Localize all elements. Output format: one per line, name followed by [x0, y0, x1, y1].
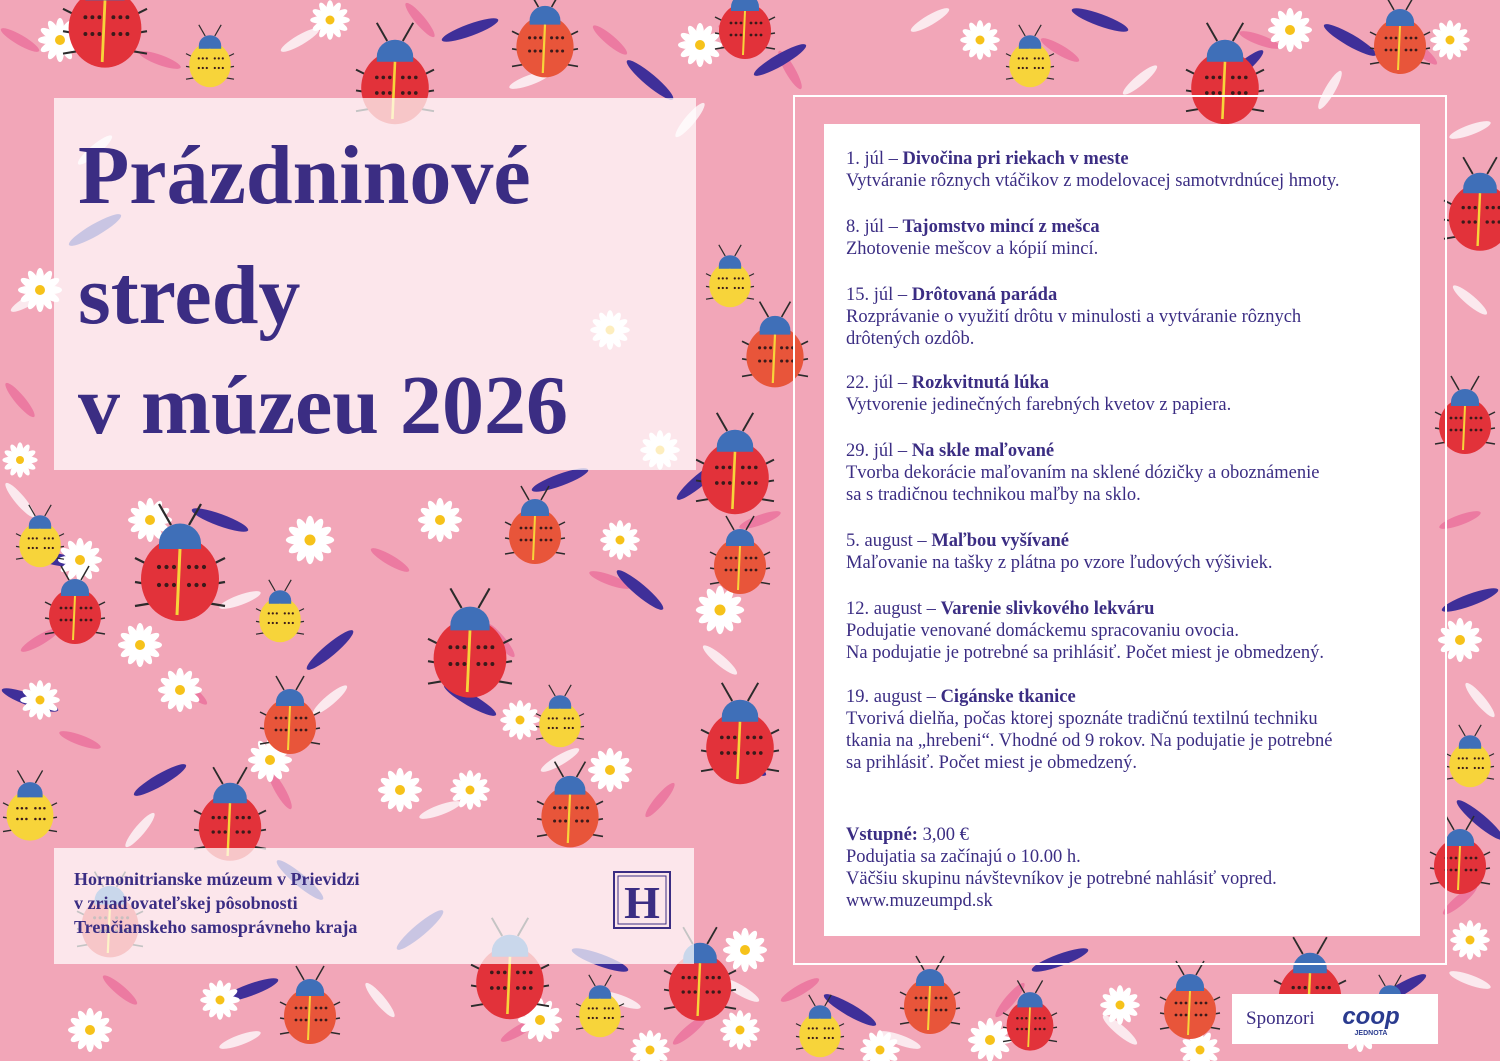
daisy-flower: [600, 520, 640, 560]
ladybug-beetle: [537, 762, 603, 848]
event-title: Divočina pri riekach v meste: [902, 149, 1129, 169]
purple-leaf-shape: [1440, 584, 1500, 616]
event-item: [846, 686, 1333, 774]
daisy-flower: [720, 1010, 760, 1050]
event-date: 22. júl –: [846, 373, 908, 393]
leaf-shape: [218, 588, 263, 612]
leaf-shape: [778, 975, 821, 1006]
purple-leaf-shape: [623, 56, 677, 104]
leaf-shape: [908, 5, 951, 36]
organization-line-3: Trenčianskeho samosprávneho kraja: [74, 917, 358, 937]
ladybug-beetle: [280, 966, 340, 1044]
leaf-shape: [100, 972, 140, 1008]
leaf-shape: [642, 780, 678, 820]
ladybug-beetle: [428, 588, 512, 697]
ladybug-beetle: [512, 0, 578, 77]
daisy-flower: [1430, 20, 1470, 60]
event-heading: [846, 598, 1324, 620]
daisy-flower: [2, 442, 37, 477]
svg-text:coop: coop: [1342, 1003, 1400, 1030]
event-title: Rozkvitnutá lúka: [911, 373, 1050, 393]
ladybug-beetle: [1160, 961, 1220, 1039]
event-description: sa prihlásiť. Počet miest je obmedzený.: [846, 753, 1137, 773]
organization-line-2: v zriaďovateľskej pôsobnosti: [74, 893, 298, 913]
purple-leaf-shape: [440, 14, 500, 46]
event-item: [846, 216, 1100, 260]
daisy-flower: [118, 623, 162, 667]
event-date: 12. august –: [846, 599, 936, 619]
daisy-flower: [68, 1008, 112, 1052]
event-title: Na skle maľované: [911, 441, 1055, 461]
leaf-shape: [2, 380, 38, 420]
daisy-flower: [58, 538, 102, 582]
event-title: Tajomstvo mincí z mešca: [902, 217, 1100, 237]
daisy-flower: [500, 700, 540, 740]
daisy-flower: [630, 1030, 670, 1061]
daisy-flower: [678, 23, 722, 67]
website-link[interactable]: www.muzeumpd.sk: [846, 891, 993, 911]
event-title: Varenie slivkového lekváru: [940, 599, 1155, 619]
event-heading: [846, 372, 1231, 394]
ladybug-beetle: [45, 566, 105, 644]
ladybug-beetle: [16, 505, 64, 567]
event-item: [846, 530, 1273, 574]
ladybug-beetle: [536, 685, 584, 747]
leaf-shape: [1448, 118, 1493, 142]
organization-name: Hornonitrianske múzeum v Prievidzi: [74, 869, 360, 889]
event-heading: [846, 148, 1340, 170]
ladybug-beetle: [63, 0, 147, 68]
leaf-shape: [1450, 282, 1490, 318]
event-heading: [846, 530, 1273, 552]
leaf-shape: [1448, 968, 1493, 992]
purple-leaf-shape: [303, 626, 357, 674]
event-date: 15. júl –: [846, 285, 908, 305]
event-date: 5. august –: [846, 531, 927, 551]
ladybug-beetle: [576, 975, 624, 1037]
page-title-line-1: Prázdninové: [78, 129, 531, 222]
ladybug-beetle: [186, 25, 234, 87]
ladybug-beetle: [505, 486, 565, 564]
leaf-shape: [1120, 62, 1160, 98]
museum-logo-icon: [612, 870, 672, 930]
event-item: [846, 598, 1324, 664]
admission-value: 3,00 €: [922, 825, 969, 845]
event-heading: [846, 686, 1333, 708]
daisy-flower: [378, 768, 422, 812]
purple-leaf-shape: [1070, 4, 1130, 36]
event-date: 19. august –: [846, 687, 936, 707]
event-item: [846, 284, 1301, 350]
event-description: Podujatie venované domáckemu spracovaniu ovocia.: [846, 621, 1239, 641]
purple-leaf-shape: [1321, 20, 1379, 60]
event-description: Tvorba dekorácie maľovaním na sklené dózičky a oboznámenie: [846, 463, 1320, 483]
event-title: Cigánske tkanice: [940, 687, 1076, 707]
daisy-flower: [20, 680, 60, 720]
svg-text:H: H: [624, 877, 660, 928]
page-title-line-3: v múzeu 2026: [78, 359, 568, 452]
daisy-flower: [968, 1018, 1012, 1061]
leaf-shape: [58, 728, 103, 752]
ladybug-beetle: [194, 767, 266, 861]
event-title: Maľbou vyšívané: [931, 531, 1069, 551]
event-item: [846, 148, 1340, 192]
event-date: 29. júl –: [846, 441, 908, 461]
ladybug-beetle: [706, 245, 754, 307]
leaf-shape: [138, 48, 183, 72]
daisy-flower: [200, 980, 240, 1020]
ladybug-beetle: [715, 0, 775, 59]
ladybug-beetle: [260, 676, 320, 754]
ladybug-beetle: [1003, 980, 1057, 1050]
ladybug-beetle: [701, 683, 779, 784]
title-panel: [54, 98, 696, 470]
event-description: Na podujatie je potrebné sa prihlásiť. Počet miest je obmedzený.: [846, 643, 1324, 663]
page-title-line-2: stredy: [78, 249, 301, 342]
purple-leaf-shape: [131, 760, 189, 800]
event-description: Maľovanie na tašky z plátna po vzore ľudových výšiviek.: [846, 553, 1273, 573]
start-time: Podujatia sa začínajú o 10.00 h.: [846, 847, 1081, 867]
sponsor-label: Sponzori: [1246, 1008, 1315, 1029]
svg-text:JEDNOTA: JEDNOTA: [1354, 1030, 1388, 1037]
daisy-flower: [418, 498, 462, 542]
daisy-flower: [158, 668, 202, 712]
purple-leaf-shape: [613, 566, 667, 614]
coop-logo-icon: [1340, 1000, 1402, 1038]
event-description: drôtených ozdôb.: [846, 329, 975, 349]
event-heading: [846, 440, 1319, 462]
visitor-info: [846, 824, 1277, 912]
daisy-flower: [588, 748, 632, 792]
daisy-flower: [723, 928, 767, 972]
ladybug-beetle: [256, 580, 304, 642]
leaf-shape: [590, 22, 630, 58]
leaf-shape: [418, 798, 463, 822]
ladybug-beetle: [3, 770, 57, 840]
daisy-flower: [960, 20, 1000, 60]
event-description: Rozprávanie o využití drôtu v minulosti a vytváranie rôznych: [846, 307, 1302, 327]
leaf-shape: [2, 480, 38, 520]
program-panel: [824, 124, 1420, 936]
event-description: tkania na „hrebeni“. Vhodné od 9 rokov. Na podujatie je potrebné: [846, 731, 1333, 751]
ladybug-beetle: [1370, 0, 1430, 74]
leaf-shape: [0, 25, 42, 56]
event-description: sa s tradičnou technikou maľby na sklo.: [846, 485, 1141, 505]
event-description: Tvorivá dielňa, počas ktorej spoznáte tradičnú textilnú techniku: [846, 709, 1318, 729]
ladybug-beetle: [1446, 725, 1494, 787]
organization-panel: [54, 848, 694, 964]
leaf-shape: [700, 642, 740, 678]
daisy-flower: [1450, 920, 1490, 960]
event-description: Vytvorenie jedinečných farebných kvetov z papiera.: [846, 395, 1232, 415]
event-item: [846, 440, 1319, 506]
ladybug-beetle: [1444, 157, 1500, 251]
leaf-shape: [310, 682, 350, 718]
sponsor-panel: [1232, 994, 1438, 1044]
group-notice: Väčšiu skupinu návštevníkov je potrebné nahlásiť vopred.: [846, 869, 1277, 889]
leaf-shape: [1462, 680, 1498, 720]
ladybug-beetle: [900, 956, 960, 1034]
admission-label: Vstupné:: [846, 825, 918, 845]
leaf-shape: [368, 545, 411, 576]
event-heading: [846, 216, 1100, 238]
event-description: Zhotovenie mešcov a kópií mincí.: [846, 239, 1099, 259]
event-heading: [846, 284, 1301, 306]
event-title: Drôtovaná paráda: [911, 285, 1058, 305]
ladybug-beetle: [696, 413, 774, 514]
leaf-shape: [218, 1028, 263, 1052]
event-date: 1. júl –: [846, 149, 898, 169]
leaf-shape: [122, 810, 158, 850]
daisy-flower: [286, 516, 334, 564]
event-description: Vytváranie rôznych vtáčikov z modelovacej samotvrdnúcej hmoty.: [846, 171, 1340, 191]
ladybug-beetle: [1006, 25, 1054, 87]
leaf-shape: [362, 980, 398, 1020]
event-date: 8. júl –: [846, 217, 898, 237]
event-item: [846, 372, 1231, 416]
